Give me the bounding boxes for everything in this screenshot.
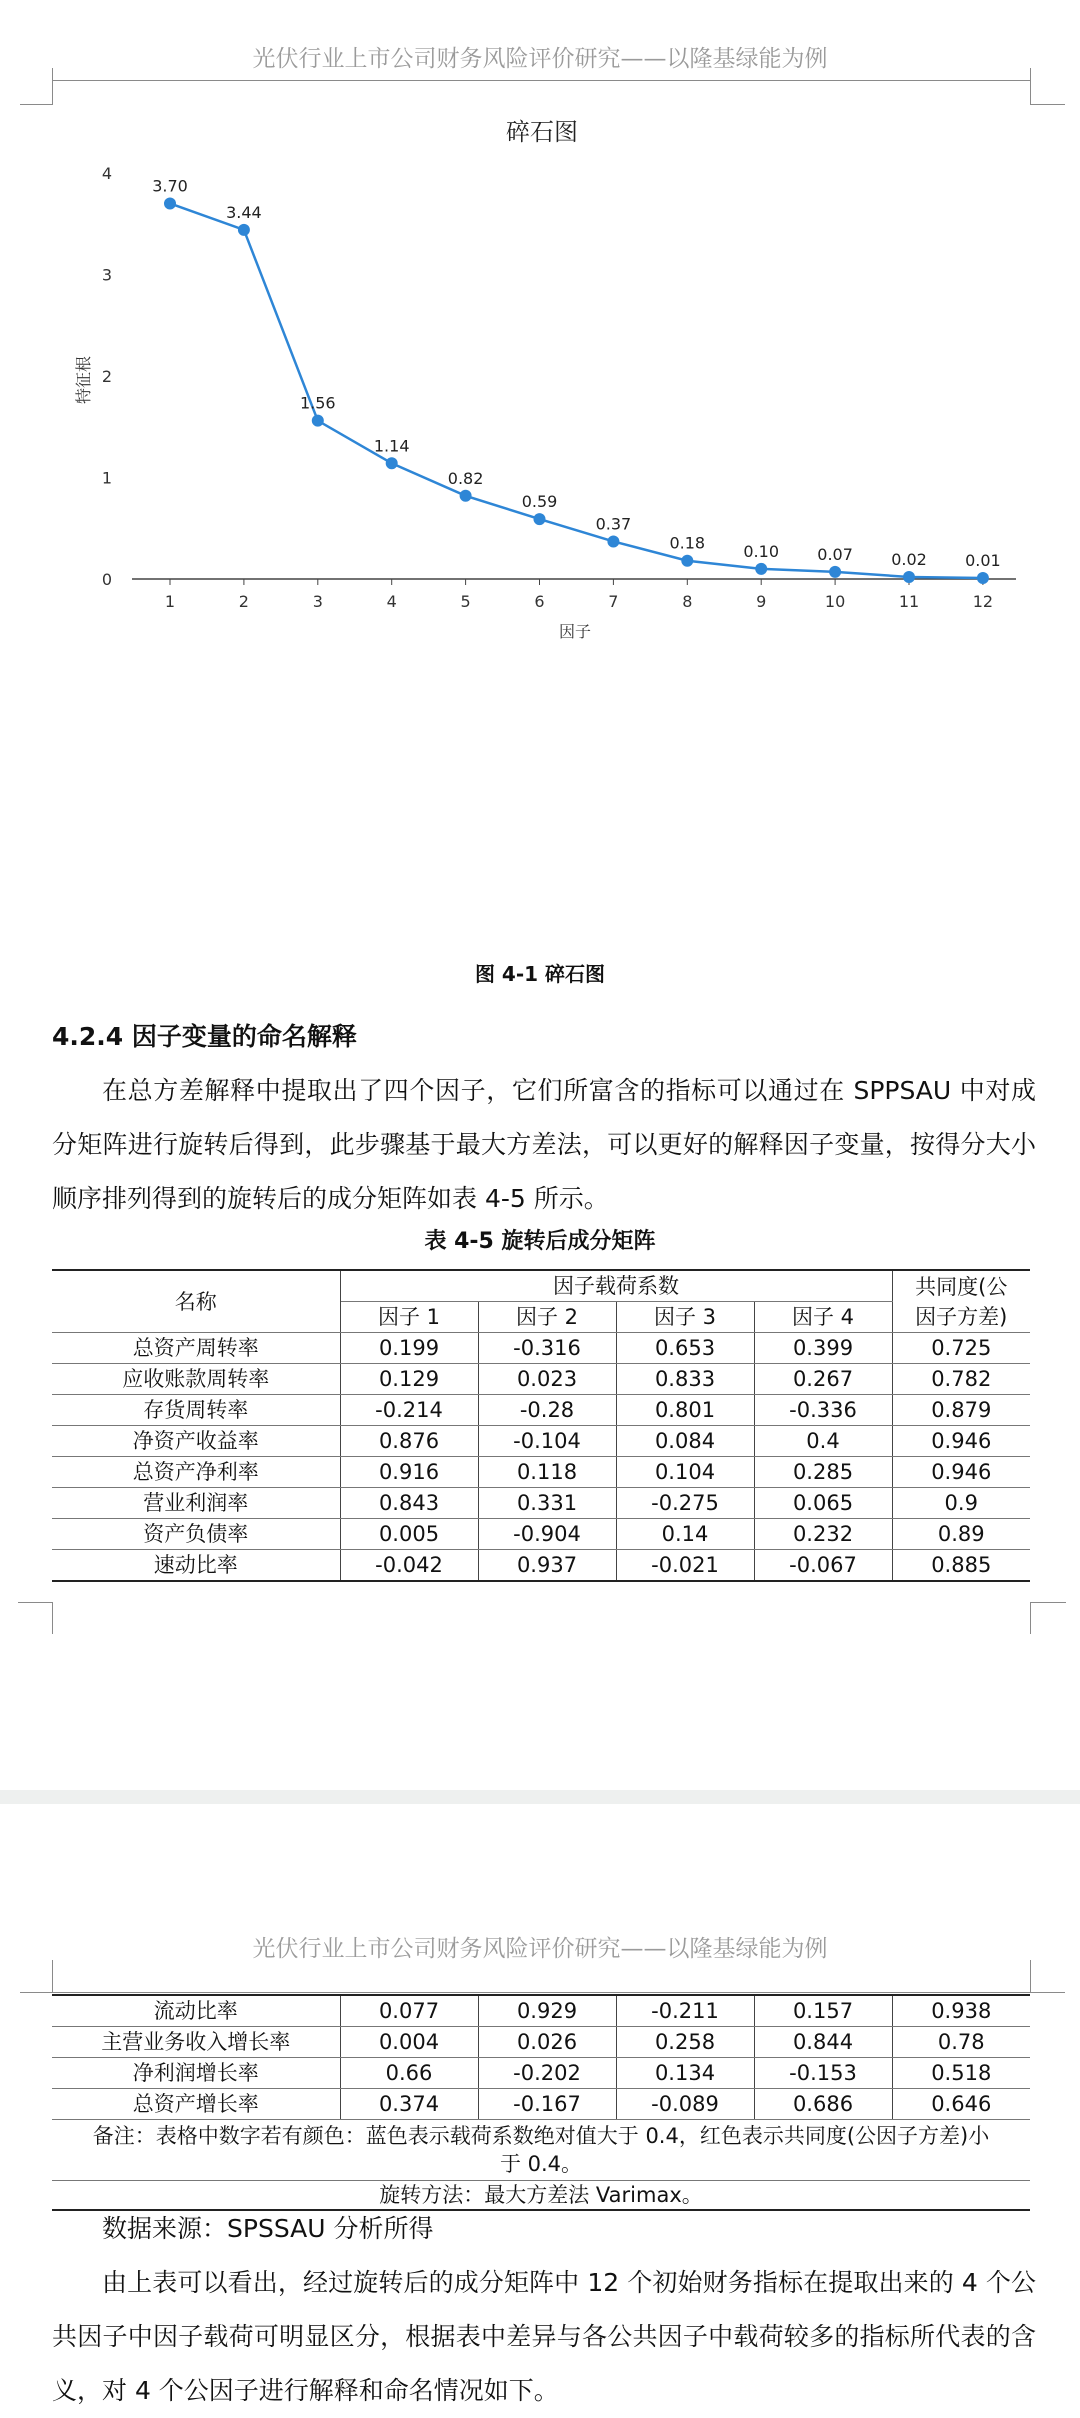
data-label: 1.56 — [299, 393, 336, 413]
data-source: 数据来源：SPSSAU 分析所得 — [102, 2214, 434, 2243]
body-paragraph-2 — [52, 2256, 1036, 2418]
cell-f1: 0.916 — [340, 1457, 478, 1488]
rotated-component-matrix-continued — [52, 1994, 1030, 2211]
cell-name: 主营业务收入增长率 — [52, 2027, 340, 2058]
header-communality-line2: 因子方差) — [915, 1304, 1008, 1329]
data-label: 1.14 — [373, 436, 410, 456]
data-source-paragraph — [52, 2202, 1036, 2256]
table-note-row — [52, 2120, 1030, 2181]
cell-c: 0.89 — [892, 1519, 1030, 1550]
y-tick-label: 3 — [101, 265, 112, 285]
cell-f2: -0.167 — [478, 2089, 616, 2120]
data-point — [460, 490, 472, 502]
corner-mark — [18, 1602, 52, 1603]
cell-name: 净资产收益率 — [52, 1426, 340, 1457]
data-point — [312, 415, 324, 427]
cell-f2: 0.023 — [478, 1364, 616, 1395]
cell-f2: -0.904 — [478, 1519, 616, 1550]
cell-f4: -0.067 — [754, 1550, 892, 1582]
cell-f3: -0.275 — [616, 1488, 754, 1519]
table-note-line2: 于 0.4。 — [499, 2152, 583, 2176]
section-title: 4.2.4 因子变量的命名解释 — [52, 1022, 357, 1051]
cell-name: 总资产周转率 — [52, 1333, 340, 1364]
cell-c: 0.646 — [892, 2089, 1030, 2120]
corner-mark — [1030, 1992, 1065, 1993]
y-tick-label: 0 — [101, 570, 112, 589]
y-axis-label: 特征根 — [74, 355, 93, 405]
chart-series — [152, 176, 1001, 584]
header-rule — [52, 80, 1030, 81]
header-factor-loadings: 因子载荷系数 — [340, 1270, 892, 1302]
cell-c: 0.725 — [892, 1333, 1030, 1364]
y-tick-label: 2 — [101, 367, 112, 386]
y-tick-label: 4 — [101, 164, 112, 183]
cell-f3: 0.14 — [616, 1519, 754, 1550]
data-point — [607, 535, 619, 547]
table-row — [52, 2027, 1030, 2058]
data-label: 0.37 — [595, 514, 632, 534]
cell-f4: 0.065 — [754, 1488, 892, 1519]
cell-f1: 0.077 — [340, 1995, 478, 2027]
cell-f1: 0.199 — [340, 1333, 478, 1364]
header-name: 名称 — [52, 1270, 340, 1333]
table-header-row — [52, 1270, 1030, 1302]
cell-f3: -0.021 — [616, 1550, 754, 1582]
scree-chart — [0, 100, 1080, 660]
corner-mark — [1030, 1960, 1031, 1992]
cell-f1: 0.129 — [340, 1364, 478, 1395]
cell-f2: -0.28 — [478, 1395, 616, 1426]
cell-f4: 0.267 — [754, 1364, 892, 1395]
data-label: 0.10 — [743, 541, 780, 561]
cell-name: 流动比率 — [52, 1995, 340, 2027]
table-row — [52, 1457, 1030, 1488]
table-row — [52, 1488, 1030, 1519]
cell-name: 营业利润率 — [52, 1488, 340, 1519]
cell-f2: 0.937 — [478, 1550, 616, 1582]
cell-f4: 0.844 — [754, 2027, 892, 2058]
cell-f2: 0.118 — [478, 1457, 616, 1488]
cell-f4: -0.153 — [754, 2058, 892, 2089]
table-row — [52, 1395, 1030, 1426]
x-tick-label: 6 — [534, 592, 545, 611]
x-tick-label: 10 — [824, 592, 846, 611]
table-body — [52, 1333, 1030, 1582]
cell-f2: 0.929 — [478, 1995, 616, 2027]
header-factor-1: 因子 1 — [340, 1302, 478, 1333]
cell-name: 应收账款周转率 — [52, 1364, 340, 1395]
corner-mark — [20, 1992, 53, 1993]
cell-f1: 0.66 — [340, 2058, 478, 2089]
cell-f2: 0.331 — [478, 1488, 616, 1519]
cell-c: 0.946 — [892, 1457, 1030, 1488]
cell-c: 0.9 — [892, 1488, 1030, 1519]
rotated-component-matrix — [52, 1269, 1030, 1582]
cell-name: 总资产净利率 — [52, 1457, 340, 1488]
data-point — [681, 555, 693, 567]
page-gap — [0, 1790, 1080, 1804]
cell-f3: 0.104 — [616, 1457, 754, 1488]
cell-f4: 0.4 — [754, 1426, 892, 1457]
table-row — [52, 1519, 1030, 1550]
corner-mark — [52, 1960, 53, 1992]
data-point — [903, 571, 915, 583]
cell-f1: 0.876 — [340, 1426, 478, 1457]
table-row — [52, 1333, 1030, 1364]
x-axis-label: 因子 — [558, 622, 592, 641]
table-note — [52, 2120, 1030, 2181]
cell-f2: -0.202 — [478, 2058, 616, 2089]
paragraph-text-2: 由上表可以看出，经过旋转后的成分矩阵中 12 个初始财务指标在提取出来的 4 个公共因子中因子载荷可明显区分，根据表中差异与各公共因子中载荷较多的指标所代表的含义，对 4 个公因子进行解释和命名情况如下。 — [52, 2268, 1036, 2405]
cell-name: 资产负债率 — [52, 1519, 340, 1550]
data-point — [829, 566, 841, 578]
data-label: 0.02 — [891, 549, 927, 569]
cell-c: 0.946 — [892, 1426, 1030, 1457]
table-row — [52, 1426, 1030, 1457]
cell-f3: 0.801 — [616, 1395, 754, 1426]
data-point — [755, 563, 767, 575]
document-page-2 — [0, 1804, 1080, 2405]
cell-f3: 0.084 — [616, 1426, 754, 1457]
corner-mark — [1030, 1602, 1066, 1603]
data-point — [977, 572, 989, 584]
corner-mark — [52, 1602, 53, 1634]
cell-f1: 0.005 — [340, 1519, 478, 1550]
data-label: 0.01 — [965, 550, 1001, 570]
corner-mark — [1030, 68, 1031, 104]
x-tick-label: 7 — [608, 592, 619, 611]
table-row — [52, 2058, 1030, 2089]
header-factor-3: 因子 3 — [616, 1302, 754, 1333]
cell-f3: 0.134 — [616, 2058, 754, 2089]
chart-title: 碎石图 — [506, 118, 578, 146]
x-tick-label: 12 — [972, 592, 994, 611]
cell-f3: 0.653 — [616, 1333, 754, 1364]
rotation-method: 旋转方法：最大方差法 Varimax。 — [52, 2181, 1030, 2211]
header-communality-line1: 共同度(公 — [915, 1274, 1008, 1299]
x-tick-label: 8 — [682, 592, 693, 611]
body-paragraph — [52, 1064, 1036, 1226]
header-communality — [892, 1270, 1030, 1333]
cell-c: 0.885 — [892, 1550, 1030, 1582]
cell-f3: 0.833 — [616, 1364, 754, 1395]
cell-f2: -0.316 — [478, 1333, 616, 1364]
data-label: 3.70 — [152, 176, 188, 196]
table-row — [52, 1550, 1030, 1582]
cell-f1: -0.214 — [340, 1395, 478, 1426]
x-tick-label: 3 — [312, 592, 323, 611]
y-tick-label: 1 — [101, 468, 112, 488]
cell-f4: 0.232 — [754, 1519, 892, 1550]
data-label: 0.59 — [521, 492, 558, 512]
cell-c: 0.782 — [892, 1364, 1030, 1395]
series-line — [170, 203, 983, 578]
cell-f1: -0.042 — [340, 1550, 478, 1582]
header-factor-2: 因子 2 — [478, 1302, 616, 1333]
data-label: 3.44 — [226, 202, 262, 222]
cell-f4: 0.157 — [754, 1995, 892, 2027]
cell-f4: 0.285 — [754, 1457, 892, 1488]
cell-f2: -0.104 — [478, 1426, 616, 1457]
cell-c: 0.879 — [892, 1395, 1030, 1426]
cell-f3: 0.258 — [616, 2027, 754, 2058]
table-row — [52, 1995, 1030, 2027]
running-header: 光伏行业上市公司财务风险评价研究——以隆基绿能为例 — [252, 1936, 828, 1962]
cell-name: 总资产增长率 — [52, 2089, 340, 2120]
table-row — [52, 2089, 1030, 2120]
data-point — [238, 224, 250, 236]
data-label: 0.18 — [669, 533, 706, 553]
cell-f1: 0.843 — [340, 1488, 478, 1519]
figure-caption: 图 4-1 碎石图 — [474, 962, 606, 986]
table-note-line1: 备注：表格中数字若有颜色：蓝色表示载荷系数绝对值大于 0.4，红色表示共同度(公因子方差)小 — [92, 2124, 990, 2148]
cell-c: 0.78 — [892, 2027, 1030, 2058]
cell-name: 速动比率 — [52, 1550, 340, 1582]
corner-mark — [1030, 1602, 1031, 1634]
x-tick-label: 2 — [238, 592, 249, 611]
cell-f4: 0.686 — [754, 2089, 892, 2120]
data-point — [164, 197, 176, 209]
x-tick-label: 9 — [756, 592, 767, 611]
cell-c: 0.518 — [892, 2058, 1030, 2089]
table-body-continued — [52, 1995, 1030, 2120]
x-tick-label: 1 — [164, 592, 176, 611]
cell-name: 净利润增长率 — [52, 2058, 340, 2089]
running-header: 光伏行业上市公司财务风险评价研究——以隆基绿能为例 — [252, 46, 828, 72]
header-factor-4: 因子 4 — [754, 1302, 892, 1333]
x-tick-label: 4 — [386, 592, 397, 611]
cell-f4: 0.399 — [754, 1333, 892, 1364]
cell-f3: -0.089 — [616, 2089, 754, 2120]
data-label: 0.82 — [447, 468, 484, 488]
table-title: 表 4-5 旋转后成分矩阵 — [424, 1229, 656, 1254]
cell-f1: 0.004 — [340, 2027, 478, 2058]
cell-f2: 0.026 — [478, 2027, 616, 2058]
data-point — [386, 457, 398, 469]
corner-mark — [52, 68, 53, 104]
cell-name: 存货周转率 — [52, 1395, 340, 1426]
cell-c: 0.938 — [892, 1995, 1030, 2027]
cell-f3: -0.211 — [616, 1995, 754, 2027]
header-rule — [52, 1992, 1030, 1993]
x-tick-label: 11 — [898, 592, 920, 611]
table-row — [52, 1364, 1030, 1395]
data-point — [534, 513, 546, 525]
cell-f4: -0.336 — [754, 1395, 892, 1426]
data-label: 0.07 — [817, 544, 853, 564]
x-tick-label: 5 — [460, 592, 471, 611]
cell-f1: 0.374 — [340, 2089, 478, 2120]
paragraph-text: 在总方差解释中提取出了四个因子，它们所富含的指标可以通过在 SPPSAU 中对成分矩阵进行旋转后得到，此步骤基于最大方差法，可以更好的解释因子变量，按得分大小顺序排列得到的旋转后的成分矩阵如表 4-5 所示。 — [52, 1076, 1036, 1213]
